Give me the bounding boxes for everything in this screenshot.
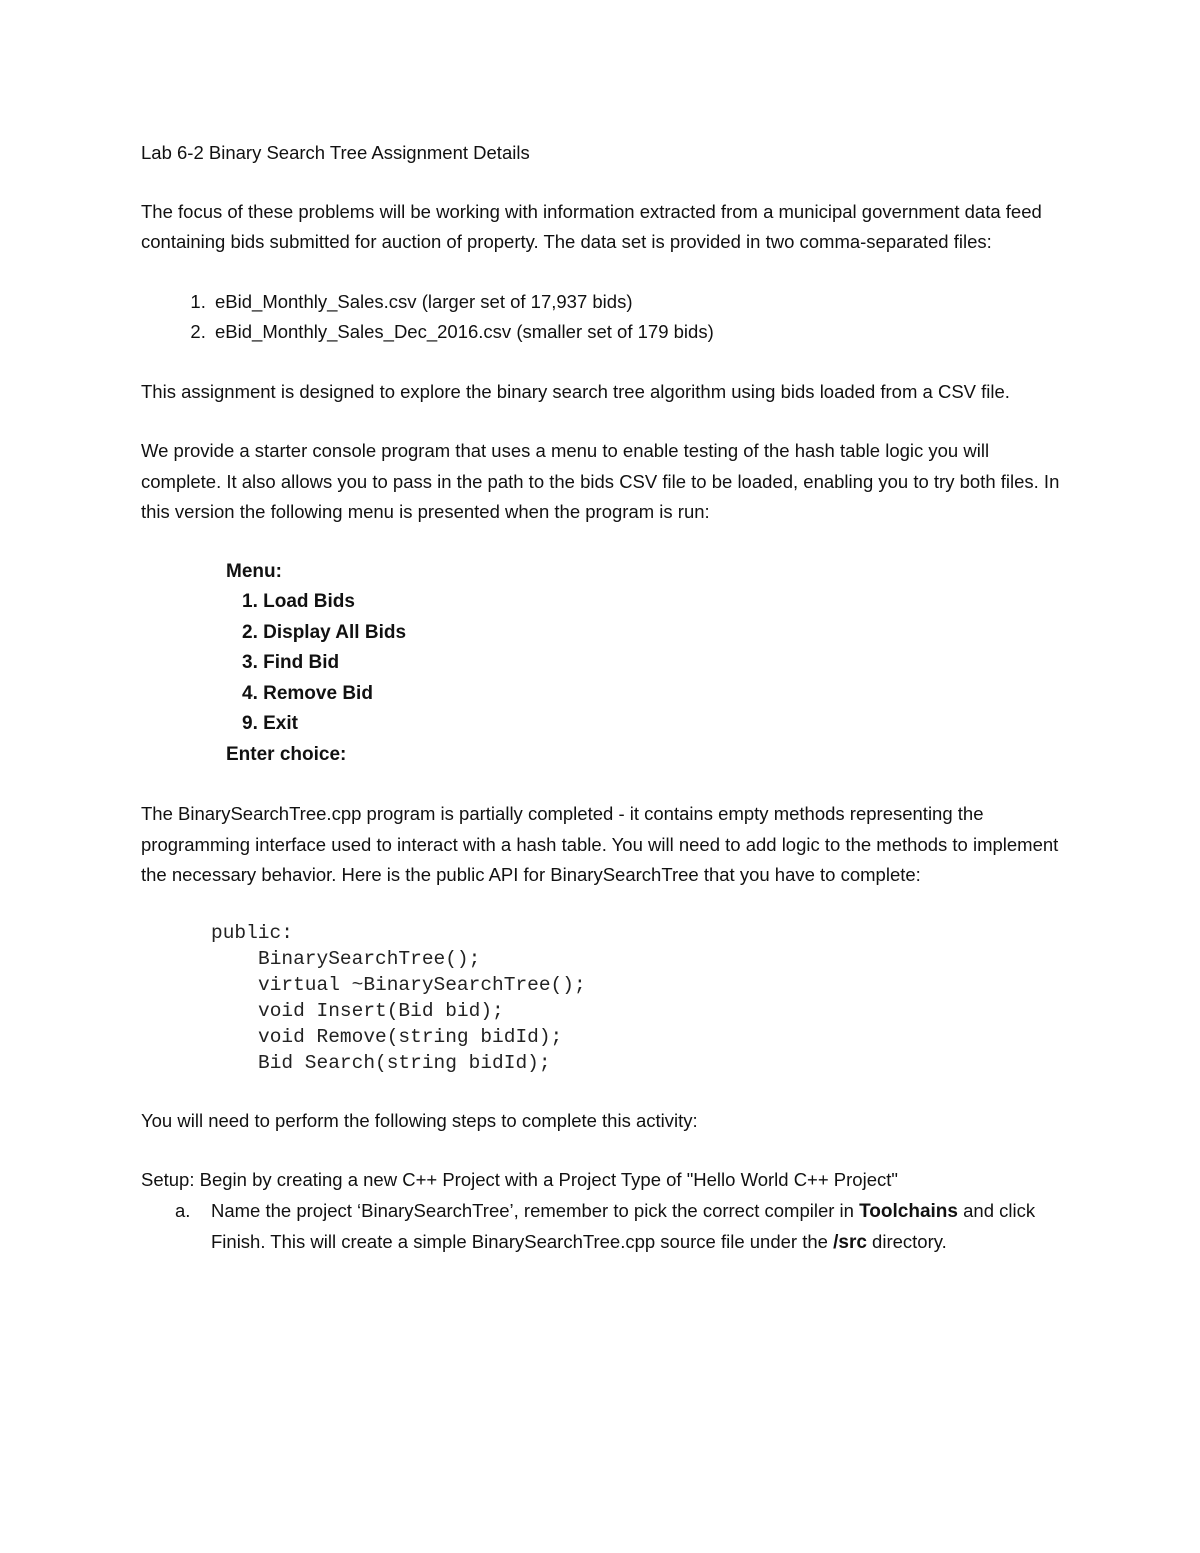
document-title: Lab 6-2 Binary Search Tree Assignment Details	[141, 142, 530, 163]
code-line: void Insert(Bid bid);	[258, 999, 504, 1022]
toolchains-term: Toolchains	[859, 1200, 958, 1222]
code-line: Bid Search(string bidId);	[258, 1051, 551, 1074]
menu-option-exit: 9. Exit	[242, 713, 298, 734]
menu-prompt: Enter choice:	[226, 743, 347, 765]
code-line: virtual ~BinarySearchTree();	[258, 973, 586, 996]
menu-option-display: 2. Display All Bids	[242, 621, 407, 643]
purpose-paragraph: This assignment is designed to explore the binary search tree algorithm using bids loaded from a CSV file.	[141, 380, 1010, 402]
code-line: void Remove(string bidId);	[258, 1025, 563, 1048]
code-access-specifier: public:	[211, 921, 293, 944]
step-text-part: directory.	[866, 1231, 947, 1252]
code-line: BinarySearchTree();	[258, 947, 481, 970]
steps-intro-paragraph: You will need to perform the following steps to complete this activity:	[141, 1109, 698, 1131]
file-list-item: 1. eBid_Monthly_Sales.csv (larger set of 17,937 bids)	[211, 287, 1061, 318]
file-list	[141, 287, 1061, 348]
step-marker: a.	[175, 1199, 191, 1221]
setup-steps	[141, 1196, 1061, 1259]
menu-option-find: 3. Find Bid	[242, 652, 340, 673]
step-text-part: and click Finish. This will create a simple BinarySearchTree.cpp source file under the	[211, 1199, 1036, 1252]
intro-paragraph: The focus of these problems will be working with information extracted from a municipal government data feed containing bids submitted for auction of property. The data set is provided in two comma-separated files:	[141, 200, 1042, 252]
setup-step-a	[141, 1196, 1061, 1259]
setup-line: Setup: Begin by creating a new C++ Project with a Project Type of "Hello World C++ Project"	[141, 1169, 898, 1190]
starter-paragraph: We provide a starter console program that uses a menu to enable testing of the hash table logic you will complete. It also allows you to pass in the path to the bids CSV file to be loaded, enabling you to try both files. In this version the following menu is presented when the program is run:	[141, 440, 1060, 522]
api-paragraph: The BinarySearchTree.cpp program is partially completed - it contains empty methods representing the programming interface used to interact with a hash table. You will need to add logic to the methods to implement the necessary behavior. Here is the public API for BinarySearchTree that you have to complete:	[141, 803, 1059, 885]
step-text-part: Name the project ‘BinarySearchTree’, remember to pick the correct compiler in	[211, 1199, 860, 1221]
src-directory-term: /src	[833, 1232, 867, 1253]
code-block	[211, 920, 1061, 1076]
menu-option-load: 1. Load Bids	[242, 591, 355, 612]
menu-option-remove: 4. Remove Bid	[242, 682, 373, 704]
menu-heading: Menu:	[226, 560, 282, 582]
document-body	[141, 138, 1061, 1259]
file-list-item: 2. eBid_Monthly_Sales_Dec_2016.csv (smaller set of 179 bids)	[211, 317, 1061, 348]
console-menu	[226, 557, 1061, 771]
